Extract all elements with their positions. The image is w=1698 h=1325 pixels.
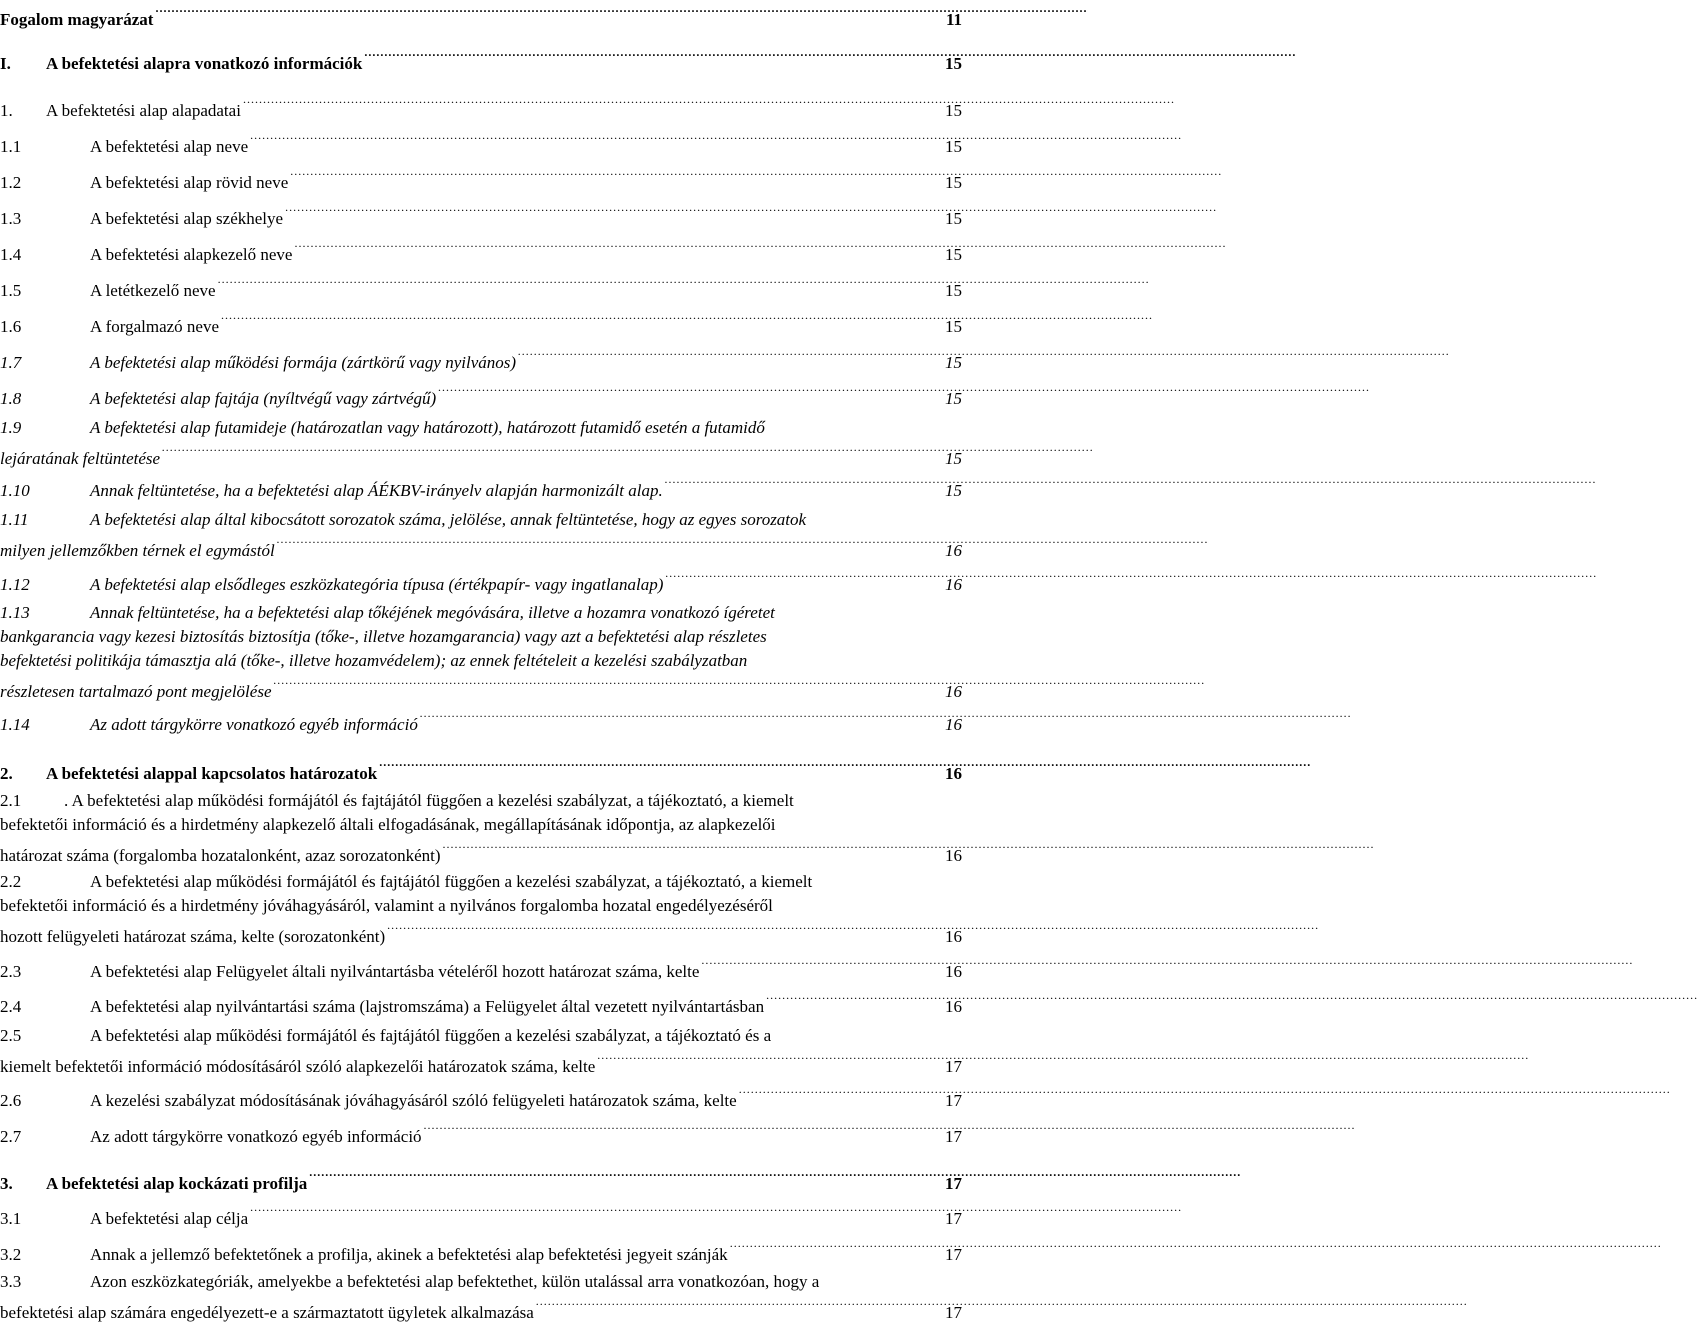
- toc-number: 1.8: [0, 389, 22, 408]
- toc-title: A befektetési alap fajtája (nyíltvégű vagy zártvégű): [90, 389, 437, 408]
- toc-title-line2: lejáratának feltüntetése: [0, 449, 161, 468]
- toc-number: 3.2: [0, 1245, 22, 1264]
- toc-page: 16: [945, 541, 962, 560]
- toc-title: A befektetési alap alapadatai: [46, 101, 241, 120]
- toc-page: 11: [945, 10, 962, 29]
- toc-number: 2.7: [0, 1127, 22, 1146]
- toc-title-line3: határozat száma (forgalomba hozatalonként, azaz sorozatonként): [0, 846, 441, 865]
- toc-title: A befektetési alap elsődleges eszközkategória típusa (értékpapír- vagy ingatlanalap): [90, 575, 664, 594]
- toc-page: 17: [945, 1303, 962, 1322]
- toc-title: Az adott tárgykörre vonatkozó egyéb információ: [90, 1127, 422, 1146]
- toc-number: 1.3: [0, 209, 22, 228]
- toc-page: 15: [945, 389, 962, 408]
- toc-page: 15: [945, 137, 962, 156]
- toc-page: 17: [945, 1091, 962, 1110]
- toc-leader: [274, 673, 944, 697]
- toc-page: 15: [945, 281, 962, 300]
- toc-entry-1-4[interactable]: [0, 236, 962, 264]
- toc-entry-1-11[interactable]: [0, 508, 962, 560]
- toc-title-line1: A befektetési alap által kibocsátott sorozatok száma, jelölése, annak feltüntetése, hogy az egyes sorozatok: [90, 510, 807, 529]
- toc-entry-1-12[interactable]: [0, 566, 962, 594]
- toc-title: A befektetési alap Felügyelet általi nyilvántartásba vételéről hozott határozat száma, kelte: [90, 962, 700, 981]
- toc-number: 2.4: [0, 997, 22, 1016]
- toc-number: 2.6: [0, 1091, 22, 1110]
- toc-page: 15: [945, 245, 962, 264]
- toc-leader: [250, 128, 943, 152]
- toc-entry-1-2[interactable]: [0, 164, 962, 192]
- toc-entry-3-2[interactable]: [0, 1236, 962, 1264]
- toc-page: 16: [945, 997, 962, 1016]
- toc-leader: [243, 92, 943, 116]
- toc-page: 15: [945, 101, 962, 120]
- toc-number: 2.3: [0, 962, 22, 981]
- toc-number: 1.13: [0, 603, 30, 622]
- toc-leader: [294, 236, 943, 260]
- toc-page: 17: [945, 1057, 962, 1076]
- toc-page: 15: [945, 449, 962, 468]
- toc-number: 1.4: [0, 245, 22, 264]
- toc-number: 1.14: [0, 715, 30, 734]
- toc-leader: [536, 1294, 943, 1318]
- toc-title: A letétkezelő neve: [90, 281, 216, 300]
- toc-number: I.: [0, 54, 11, 73]
- toc-leader: [309, 1165, 943, 1189]
- toc-title-line2: bankgarancia vagy kezesi biztosítás biztosítja (tőke-, illetve hozamgarancia) vagy azt a befektetési alap részletes: [0, 627, 767, 646]
- toc-number: 1.1: [0, 137, 22, 156]
- toc-title-line2: milyen jellemzőkben térnek el egymástól: [0, 541, 275, 560]
- toc-entry-fogalom[interactable]: [0, 1, 962, 29]
- toc-title: Fogalom magyarázat: [0, 10, 154, 29]
- toc-leader: [518, 344, 943, 368]
- toc-entry-1-14[interactable]: [0, 706, 962, 734]
- toc-number: 1.5: [0, 281, 22, 300]
- toc-entry-1[interactable]: [0, 92, 962, 120]
- toc-leader: [665, 566, 943, 590]
- toc-entry-1-8[interactable]: [0, 380, 962, 408]
- toc-page: 16: [945, 962, 962, 981]
- toc-number: 1.2: [0, 173, 22, 192]
- toc-leader: [285, 200, 943, 224]
- toc-title: A befektetési alapkezelő neve: [90, 245, 293, 264]
- toc-title-line1: Annak feltüntetése, ha a befektetési alap tőkéjének megóvására, illetve a hozamra vonatkozó ígéretet: [90, 603, 775, 622]
- toc-number: 2.: [0, 764, 13, 783]
- toc-title: A kezelési szabályzat módosításának jóváhagyásáról szóló felügyeleti határozatok száma, kelte: [90, 1091, 737, 1110]
- toc-page: 15: [945, 481, 962, 500]
- toc-title: A befektetési alap székhelye: [90, 209, 284, 228]
- toc-leader: [730, 1236, 943, 1260]
- toc-page: 16: [945, 715, 962, 734]
- toc-entry-2-4[interactable]: [0, 988, 962, 1016]
- toc-leader: [420, 706, 943, 730]
- toc-entry-1-6[interactable]: [0, 308, 962, 336]
- toc-number: 1.9: [0, 418, 22, 437]
- toc-title: A befektetési alap neve: [90, 137, 249, 156]
- toc-page: 16: [945, 764, 962, 783]
- toc-leader: [250, 1200, 943, 1224]
- toc-title: A befektetési alapra vonatkozó információk: [46, 54, 363, 73]
- toc-title-line3: befektetési politikája támasztja alá (tőke-, illetve hozamvédelem); az ennek feltételeit a kezelési szabályzatban: [0, 651, 748, 670]
- toc-title: A befektetési alap működési formája (zártkörű vagy nyilvános): [90, 353, 517, 372]
- toc-page: 15: [945, 173, 962, 192]
- toc-title-line2: befektetői információ és a hirdetmény jóváhagyásáról, valamint a nyilvános forgalomba hozatal engedélyezéséről: [0, 896, 773, 915]
- toc-title-line1: . A befektetési alap működési formájától és fajtájától függően a kezelési szabályzat, a tájékoztató, a kiemelt: [64, 791, 794, 810]
- toc-title-line2: befektetői információ és a hirdetmény alapkezelő általi elfogadásának, megállapításának időpontja, az alapkezelői: [0, 815, 776, 834]
- toc-number: 2.1: [0, 791, 22, 810]
- toc-leader: [162, 440, 943, 464]
- toc-page: 17: [945, 1174, 962, 1193]
- toc-leader: [277, 532, 943, 556]
- toc-entry-2-5[interactable]: [0, 1024, 962, 1076]
- toc-title-line2: kiemelt befektetői információ módosításáról szóló alapkezelői határozatok száma, kelte: [0, 1057, 596, 1076]
- toc-entry-3-1[interactable]: [0, 1200, 962, 1228]
- toc-title-line1: A befektetési alap működési formájától és fajtájától függően a kezelési szabályzat, a tájékoztató és a: [90, 1026, 772, 1045]
- toc-entry-2-2[interactable]: [0, 870, 962, 946]
- toc-leader: [221, 308, 943, 332]
- toc-title-line2: befektetési alap számára engedélyezett-e a származtatott ügyletek alkalmazása: [0, 1303, 534, 1322]
- toc-page: 15: [945, 54, 962, 73]
- toc-page: 15: [945, 353, 962, 372]
- toc-page: 16: [945, 846, 962, 865]
- toc-title: A befektetési alap kockázati profilja: [46, 1174, 308, 1193]
- toc-title: Annak feltüntetése, ha a befektetési alap ÁÉKBV-irányelv alapján harmonizált alap.: [90, 481, 663, 500]
- toc-title: A befektetési alap rövid neve: [90, 173, 289, 192]
- toc-number: 2.2: [0, 872, 22, 891]
- toc-page: 16: [945, 927, 962, 946]
- toc-leader: [364, 45, 943, 69]
- toc-entry-2-7[interactable]: [0, 1118, 962, 1146]
- toc-page: 16: [945, 575, 962, 594]
- toc-entry-1-1[interactable]: [0, 128, 962, 156]
- toc-page: 17: [945, 1245, 962, 1264]
- toc-leader: [443, 837, 943, 861]
- toc-leader: [665, 472, 943, 496]
- toc-leader: [290, 164, 943, 188]
- toc-number: 1.12: [0, 575, 30, 594]
- toc-number: 1.6: [0, 317, 22, 336]
- toc-number: 1.11: [0, 510, 29, 529]
- toc-title-line4: részletesen tartalmazó pont megjelölése: [0, 682, 272, 701]
- toc-entry-2[interactable]: [0, 755, 962, 783]
- toc-page: 17: [945, 1127, 962, 1146]
- toc-entry-2-3[interactable]: [0, 953, 962, 981]
- toc-title: A befektetési alappal kapcsolatos határozatok: [46, 764, 378, 783]
- toc-number: 3.1: [0, 1209, 22, 1228]
- toc-leader: [597, 1048, 943, 1072]
- toc-entry-2-6[interactable]: [0, 1082, 962, 1110]
- toc-title: A befektetési alap célja: [90, 1209, 249, 1228]
- toc-title: Annak a jellemző befektetőnek a profilja, akinek a befektetési alap befektetési jegyeit szánják: [90, 1245, 728, 1264]
- toc-leader: [218, 272, 943, 296]
- toc-number: 1.: [0, 101, 13, 120]
- toc-title-line3: hozott felügyeleti határozat száma, kelte (sorozatonként): [0, 927, 386, 946]
- toc-leader: [739, 1082, 943, 1106]
- toc-entry-1-5[interactable]: [0, 272, 962, 300]
- toc-leader: [379, 755, 943, 779]
- toc-title-line1: A befektetési alap működési formájától és fajtájától függően a kezelési szabályzat, a tájékoztató, a kiemelt: [90, 872, 813, 891]
- toc-leader: [387, 918, 943, 942]
- toc-entry-1-13[interactable]: [0, 601, 962, 701]
- toc-title-line1: Azon eszközkategóriák, amelyekbe a befektetési alap befektethet, külön utalással arra vonatkozóan, hogy a: [90, 1272, 820, 1291]
- toc-number: 1.10: [0, 481, 30, 500]
- toc-leader: [424, 1118, 943, 1142]
- toc-number: 2.5: [0, 1026, 22, 1045]
- toc-title: Az adott tárgykörre vonatkozó egyéb információ: [90, 715, 418, 734]
- toc-title: A befektetési alap nyilvántartási száma (lajstromszáma) a Felügyelet által vezetett nyilvántartásban: [90, 997, 765, 1016]
- toc-number: 1.7: [0, 353, 22, 372]
- toc-entry-3-3[interactable]: [0, 1270, 962, 1322]
- toc-title-line1: A befektetési alap futamideje (határozatlan vagy határozott), határozott futamidő esetén a futamidő: [90, 418, 765, 437]
- toc-entry-1-3[interactable]: [0, 200, 962, 228]
- toc-title: A forgalmazó neve: [90, 317, 220, 336]
- toc-entry-1-10[interactable]: [0, 472, 962, 500]
- toc-page: 15: [945, 317, 962, 336]
- toc-page: 17: [945, 1209, 962, 1228]
- toc-entry-3[interactable]: [0, 1165, 962, 1193]
- toc-number: 3.: [0, 1174, 13, 1193]
- toc-leader: [438, 380, 943, 404]
- toc-entry-1-9[interactable]: [0, 416, 962, 468]
- toc-leader: [155, 1, 944, 25]
- toc-number: 3.3: [0, 1272, 22, 1291]
- toc-entry-2-1[interactable]: [0, 789, 962, 865]
- toc-entry-1-7[interactable]: [0, 344, 962, 372]
- toc-page: 15: [945, 209, 962, 228]
- toc-entry-I[interactable]: [0, 45, 962, 73]
- toc-leader: [701, 953, 943, 977]
- toc-page: 16: [945, 682, 962, 701]
- toc-leader: [766, 988, 943, 1012]
